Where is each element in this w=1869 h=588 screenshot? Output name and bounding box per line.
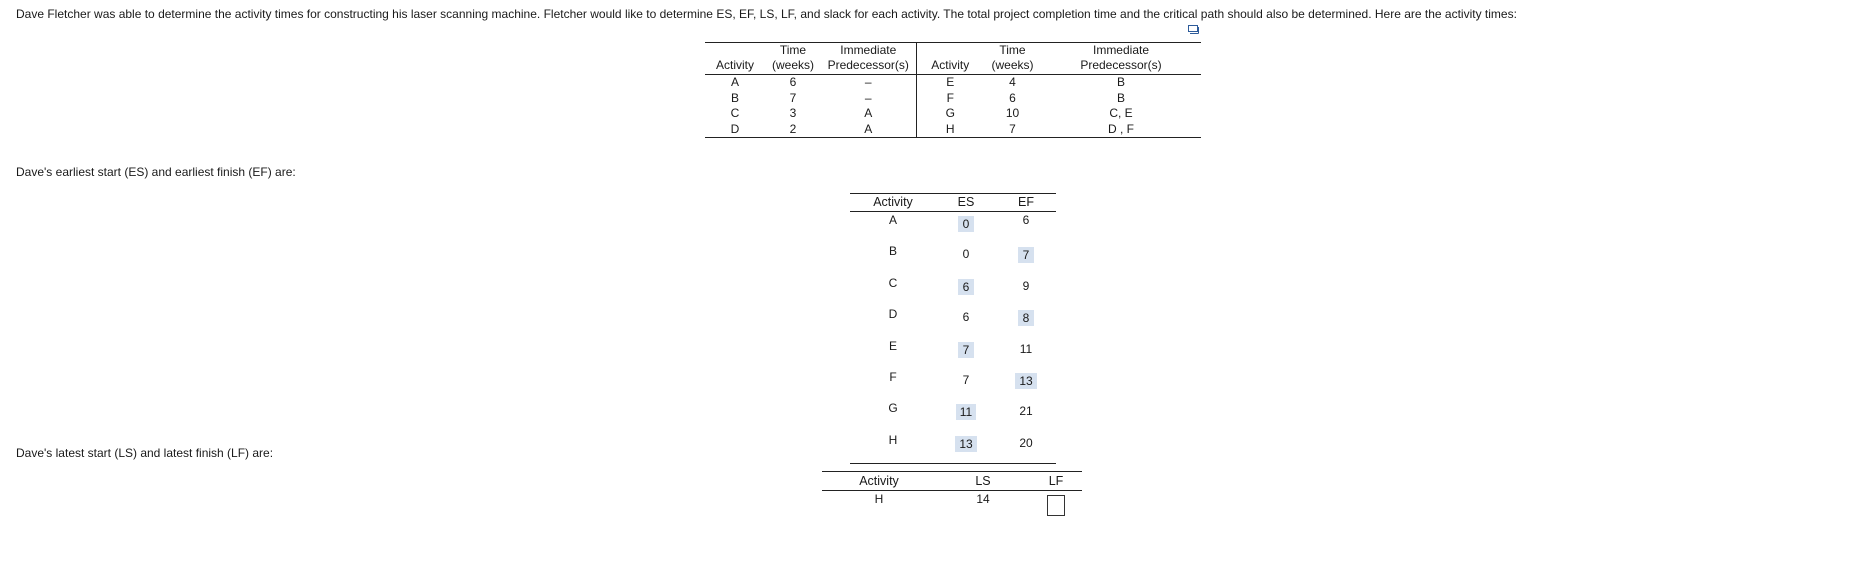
activity-cell: B xyxy=(730,90,739,105)
table-row xyxy=(850,243,1056,274)
es-cell: 0 xyxy=(962,247,970,262)
header-time-bottom-1: (weeks) xyxy=(765,58,821,75)
table-row xyxy=(850,212,1056,244)
header-activity-1 xyxy=(705,43,765,59)
activity-cell: B xyxy=(888,244,897,259)
problem-statement: Dave Fletcher was able to determine the activity times for constructing his laser scanning machine. Fletcher would like to determine ES, EF, LS, LF, and slack for each activity. The total project completion time and the critical path should also be determined. Here are the activity times: xyxy=(16,7,1517,21)
time-cell: 6 xyxy=(1009,90,1016,105)
ef-cell: 11 xyxy=(1019,341,1033,356)
activity-cell: F xyxy=(889,369,897,384)
es-cell xyxy=(936,212,996,244)
header-pred-top-2: Immediate xyxy=(1092,43,1150,57)
table-row xyxy=(850,306,1056,337)
table-row xyxy=(705,122,1201,138)
ef-cell xyxy=(996,306,1056,337)
predecessor-cell: B xyxy=(1116,75,1125,90)
es-answer[interactable]: 0 xyxy=(958,216,974,232)
activity-cell: E xyxy=(946,75,955,90)
header-activity-label-2: Activity xyxy=(916,58,984,75)
ef-answer[interactable]: 8 xyxy=(1018,310,1034,326)
header-activity: Activity xyxy=(822,472,936,491)
header-activity-label-1: Activity xyxy=(705,58,765,75)
activity-cell: A xyxy=(730,75,739,90)
header-time-top-2: Time xyxy=(999,43,1026,57)
activity-cell: C xyxy=(730,106,740,121)
time-cell: 4 xyxy=(1009,75,1016,90)
header-ls: LS xyxy=(936,472,1030,491)
header-pred-top-1: Immediate xyxy=(821,43,916,59)
es-answer[interactable]: 7 xyxy=(958,342,974,358)
es-ef-prompt: Dave's earliest start (ES) and earliest finish (EF) are: xyxy=(16,165,296,179)
activity-cell: H xyxy=(874,492,884,506)
activity-cell: D xyxy=(730,121,740,136)
time-cell: 3 xyxy=(789,106,797,121)
ls-lf-table xyxy=(822,471,1082,516)
ef-cell xyxy=(996,243,1056,274)
table-row xyxy=(850,338,1056,369)
time-cell: 7 xyxy=(789,90,797,105)
es-answer[interactable]: 6 xyxy=(958,279,974,295)
es-cell xyxy=(936,400,996,431)
time-cell: 2 xyxy=(789,121,797,136)
ef-cell: 20 xyxy=(1019,435,1033,450)
predecessor-cell: A xyxy=(821,106,916,122)
header-pred-bottom-2: Predecessor(s) xyxy=(1041,58,1201,75)
header-ef: EF xyxy=(996,194,1056,212)
ef-answer[interactable]: 7 xyxy=(1018,247,1034,263)
lf-answer-input[interactable] xyxy=(1047,495,1065,516)
activity-cell: F xyxy=(946,90,954,105)
ef-cell: 21 xyxy=(1019,404,1033,419)
header-es: ES xyxy=(936,194,996,212)
activity-cell: G xyxy=(888,401,898,416)
table-row xyxy=(850,369,1056,400)
ef-cell xyxy=(996,369,1056,400)
ef-cell: 9 xyxy=(1022,278,1030,293)
predecessor-cell: – xyxy=(821,75,916,91)
es-cell xyxy=(936,432,996,464)
predecessor-cell: A xyxy=(821,122,916,138)
table-row xyxy=(850,432,1056,464)
header-pred-bottom-1: Predecessor(s) xyxy=(821,58,916,75)
predecessor-cell: C, E xyxy=(1109,106,1133,121)
table-row xyxy=(822,491,1082,517)
ef-answer[interactable]: 13 xyxy=(1015,373,1036,389)
activity-cell: G xyxy=(945,106,955,121)
activity-cell: D xyxy=(888,307,898,322)
activity-cell: C xyxy=(888,275,898,290)
table-row xyxy=(705,91,1201,107)
time-cell: 7 xyxy=(1009,121,1016,136)
table-row xyxy=(850,400,1056,431)
predecessor-cell: – xyxy=(821,91,916,107)
es-cell xyxy=(936,338,996,369)
ls-lf-prompt: Dave's latest start (LS) and latest finish (LF) are: xyxy=(16,446,274,460)
header-activity: Activity xyxy=(850,194,936,212)
header-time-top-1: Time xyxy=(779,43,807,57)
es-cell xyxy=(936,275,996,306)
header-time-bottom-2: (weeks) xyxy=(984,58,1041,75)
ls-cell: 14 xyxy=(976,492,990,506)
table-row xyxy=(705,75,1201,91)
es-ef-table xyxy=(850,193,1056,464)
table-row xyxy=(850,275,1056,306)
header-lf: LF xyxy=(1030,472,1082,491)
copy-icon[interactable] xyxy=(1188,25,1199,34)
es-answer[interactable]: 13 xyxy=(955,436,976,452)
predecessor-cell: D , F xyxy=(1108,121,1134,136)
header-activity-2 xyxy=(916,43,984,59)
table-row xyxy=(705,106,1201,122)
time-cell: 6 xyxy=(789,75,797,90)
lf-cell xyxy=(1030,491,1082,517)
activity-cell: E xyxy=(888,338,897,353)
predecessor-cell: B xyxy=(1116,90,1125,105)
ef-cell: 6 xyxy=(1022,213,1030,227)
activity-cell: A xyxy=(888,213,897,227)
time-cell: 10 xyxy=(1005,106,1020,121)
activity-times-table xyxy=(705,42,1201,138)
es-cell: 6 xyxy=(962,310,970,325)
activity-cell: H xyxy=(945,121,955,136)
es-cell: 7 xyxy=(962,372,970,387)
activity-cell: H xyxy=(888,432,898,447)
es-answer[interactable]: 11 xyxy=(956,404,976,420)
